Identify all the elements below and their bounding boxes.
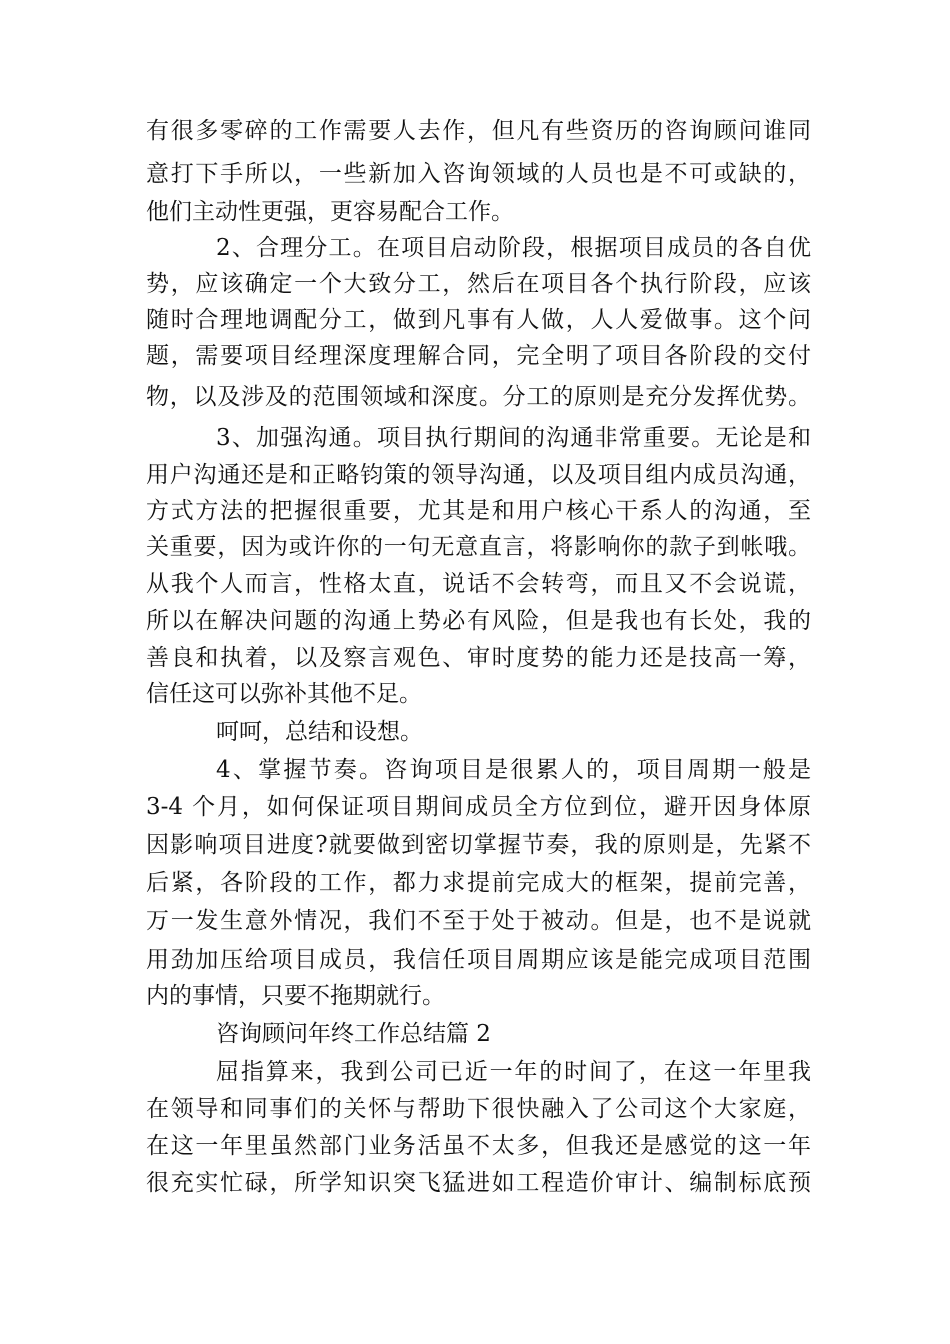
text-line: 随时合理地调配分工，做到凡事有人做，人人爱做事。这个问: [146, 307, 811, 333]
text-line: 用户沟通还是和正略钧策的领导沟通，以及项目组内成员沟通，: [146, 462, 811, 488]
paragraph-start-line: 屈指算来，我到公司已近一年的时间了，在这一年里我: [216, 1059, 811, 1085]
text-line: 内的事情，只要不拖期就行。: [146, 983, 445, 1009]
text-line: 在领导和同事们的关怀与帮助下很快融入了公司这个大家庭，: [146, 1096, 811, 1122]
text-line: 势，应该确定一个大致分工，然后在项目各个执行阶段，应该: [146, 271, 811, 297]
text-line: 所以在解决问题的沟通上势必有风险，但是我也有长处，我的: [146, 608, 811, 634]
text-line: 有很多零碎的工作需要人去作，但凡有些资历的咨询顾问谁同: [146, 118, 811, 144]
paragraph-start-line: 2、合理分工。在项目启动阶段，根据项目成员的各自优: [216, 235, 811, 261]
text-line: 很充实忙碌，所学知识突飞猛进如工程造价审计、编制标底预: [146, 1170, 811, 1196]
text-line: 物，以及涉及的范围领域和深度。分工的原则是充分发挥优势。: [146, 384, 811, 410]
text-line: 从我个人而言，性格太直，说话不会转弯，而且又不会说谎，: [146, 571, 811, 597]
text-line: 用劲加压给项目成员，我信任项目周期应该是能完成项目范围: [146, 947, 811, 973]
text-line: 方式方法的把握很重要，尤其是和用户核心干系人的沟通，至: [146, 498, 811, 524]
text-line: 他们主动性更强，更容易配合工作。: [146, 199, 514, 225]
text-line: 万一发生意外情况，我们不至于处于被动。但是，也不是说就: [146, 908, 811, 934]
paragraph-start-line: 呵呵，总结和设想。: [216, 719, 423, 745]
text-line: 善良和执着，以及察言观色、审时度势的能力还是技高一筹，: [146, 645, 811, 671]
section-heading: 咨询顾问年终工作总结篇 2: [216, 1021, 491, 1047]
text-line: 后紧，各阶段的工作，都力求提前完成大的框架，提前完善，: [146, 870, 811, 896]
paragraph-start-line: 4、掌握节奏。咨询项目是很累人的，项目周期一般是: [216, 757, 811, 783]
paragraph-start-line: 3、加强沟通。项目执行期间的沟通非常重要。无论是和: [216, 425, 811, 451]
text-line: 在这一年里虽然部门业务活虽不太多，但我还是感觉的这一年: [146, 1133, 811, 1159]
text-line: 信任这可以弥补其他不足。: [146, 681, 422, 707]
text-line: 3-4 个月，如何保证项目期间成员全方位到位，避开因身体原: [146, 794, 811, 820]
text-line: 关重要，因为或许你的一句无意直言，将影响你的款子到帐哦。: [146, 534, 811, 560]
text-line: 因影响项目进度?就要做到密切掌握节奏，我的原则是，先紧不: [146, 832, 811, 858]
text-line: 意打下手所以，一些新加入咨询领域的人员也是不可或缺的，: [146, 161, 811, 187]
text-line: 题，需要项目经理深度理解合同，完全明了项目各阶段的交付: [146, 343, 811, 369]
